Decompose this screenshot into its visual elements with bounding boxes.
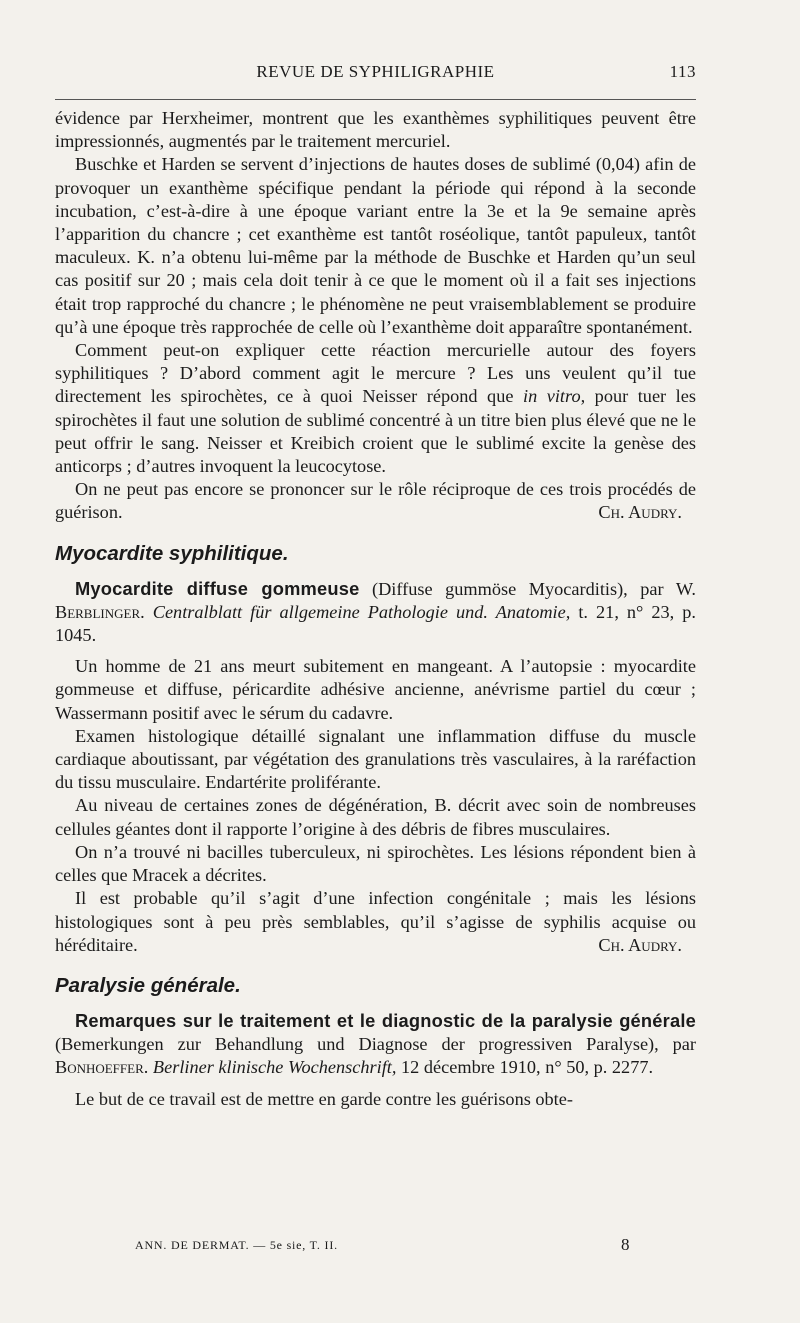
paragraph: Un homme de 21 ans meurt subitement en mangeant. A l’autopsie : myocardite gommeuse et diffuse, péricardite adhésive ancienne, anévrisme partiel du cœur ; Wassermann positif avec le sérum du cadavre. [55, 656, 696, 723]
paragraph: Au niveau de certaines zones de dégénération, B. décrit avec soin de nombreuses cellules géantes dont il rapporte l’origine à des débris de fibres musculaires. [55, 795, 696, 839]
signature: Ch. Audry. [598, 502, 682, 523]
journal-name: Berliner klinische Wochenschrift, [152, 1057, 397, 1078]
paragraph: On n’a trouvé ni bacilles tuberculeux, ni spirochètes. Les lésions répondent bien à celles que Mracek a décrites. [55, 841, 696, 886]
paragraph: Il est probable qu’il s’agit d’une infection congénitale ; mais les lésions histologiques sont à peu près semblables, qu’il s’agisse de syphilis acquise ou héréditaire. Ch. Audry. [55, 887, 696, 957]
running-header [55, 62, 696, 84]
article-reference: Remarques sur le traitement et le diagnostic de la paralysie générale (Bemerkungen zur Behandlung und Diagnose der progressiven Paralyse), par Bonhoeffer. Berliner klinische Wochenschrift, 12 décembre 1910, n° 50, p. 2277. [55, 1009, 696, 1078]
article-title: Remarques sur le traitement et le diagnostic de la paralysie générale [75, 1009, 696, 1031]
section-heading-myocardite: Myocardite syphilitique. [55, 541, 289, 565]
paragraph: Le but de ce travail est de mettre en garde contre les guérisons obte- [75, 1088, 573, 1109]
signature: Ch. Audry. [598, 934, 682, 955]
signature-mark: ANN. DE DERMAT. — 5e sie, T. II. [135, 1238, 338, 1252]
paragraph: Comment peut-on expliquer cette réaction mercurielle autour des foyers syphilitiques ? D’abord comment agit le mercure ? Les uns veulent qu’il tue directement les spirochètes, ce à quoi Neisser répond que in vitro, pour tuer les spirochètes il faut une solution de sublimé concentré à un titre bien plus élevé que ne le peut offrir le sang. Neisser et Kreibich croient que le sublimé excite la genèse des anticorps ; d’autres invoquent la leucocytose. [55, 340, 696, 477]
section-heading-paralysie: Paralysie générale. [55, 973, 241, 997]
paragraph: Buschke et Harden se servent d’injections de hautes doses de sublimé (0,04) afin de provoquer un exanthème spécifique pendant la période qui répond à la seconde incubation, c’est-à-dire à une époque variant entre la 3e et la 9e semaine après l’apparition du chancre ; cet exanthème est tantôt roséolique, tantôt papuleux, tantôt maculeux. K. n’a obtenu lui-même par la méthode de Buschke et Harden qu’un seul cas positif sur 20 ; mais cela doit tenir à ce que le moment où il a fait ses injections était trop rapproché du chancre ; le phénomène ne peut vraisemblablement se produire qu’à une époque très rapprochée de celle où l’exanthème doit apparaître spontanément. [55, 154, 696, 337]
page-number: 113 [669, 62, 696, 81]
article-title: Myocardite diffuse gommeuse [75, 577, 360, 599]
article-reference: Myocardite diffuse gommeuse (Diffuse gummöse Myocarditis), par W. Berblinger. Centralblatt für allgemeine Pathologie und. Anatomie, t. 21, n° 23, p. 1045. [55, 577, 696, 646]
page-body [55, 107, 696, 1111]
paragraph: On ne peut pas encore se prononcer sur le rôle réciproque de ces trois procédés de guérison. Ch. Audry. [55, 478, 696, 524]
journal-name: Centralblatt für allgemeine Pathologie und. Anatomie, [152, 601, 571, 622]
author: Bonhoeffer. [55, 1057, 149, 1078]
journal-title: REVUE DE SYPHILIGRAPHIE [256, 62, 495, 81]
paragraph: Examen histologique détaillé signalant une inflammation diffuse du muscle cardiaque aboutissant, par végétation des granulations très vasculaires, à la raréfaction du tissu musculaire. Endartérite proliférante. [55, 725, 696, 793]
paragraph: évidence par Herxheimer, montrent que les exanthèmes syphilitiques peuvent être impressionnés, augmentés par le traitement mercuriel. [55, 108, 696, 152]
header-rule [55, 99, 696, 100]
sheet-number: 8 [621, 1235, 631, 1254]
author: Berblinger. [55, 601, 145, 622]
